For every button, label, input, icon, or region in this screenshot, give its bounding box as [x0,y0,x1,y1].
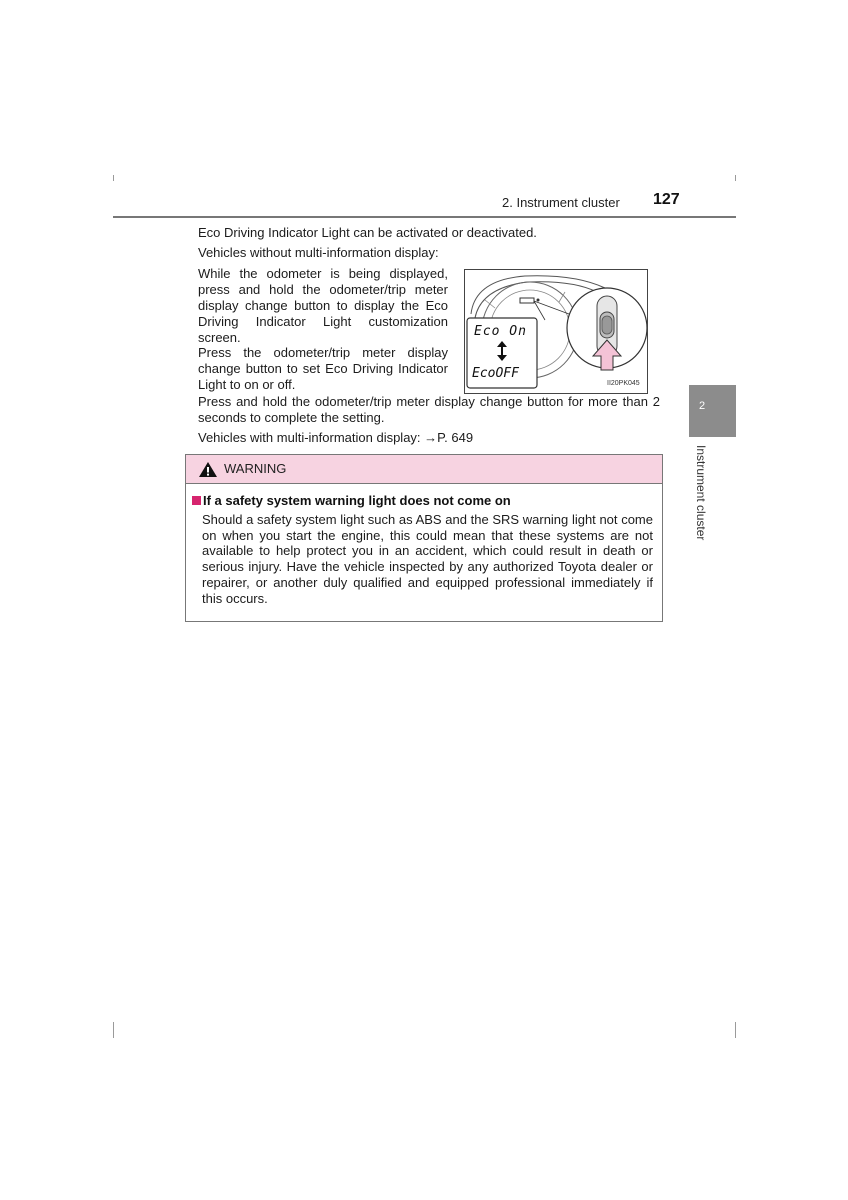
instrument-cluster-figure [464,269,648,394]
warning-bullet-icon [192,496,201,505]
page-number: 127 [653,191,680,208]
display-text-eco-on: Eco On [474,324,527,339]
chapter-number: 2 [699,400,706,412]
display-text-eco-off: EcoOFF [472,366,519,381]
intro-text: Eco Driving Indicator Light can be activated or deactivated. [198,225,537,240]
crop-mark-bottom-right [735,1022,736,1038]
warning-subtitle: If a safety system warning light does not come on [203,493,511,508]
step-2-text: Press the odometer/trip meter display change button to set Eco Driving Indicator Light to on or off. [198,345,448,392]
figure-id: II20PK045 [607,380,640,387]
warning-text: Should a safety system light such as ABS and the SRS warning light not come on when you start the engine, this could mean that these systems are not available to help protect you in an accident, which could result in death or serious injury. Have the vehicle inspected by any authorized Toyota dealer or repairer, or another duly qualified and equipped professional immediately if this occurs. [202,512,653,606]
with-display-line [198,430,473,446]
step-1-text: While the odometer is being displayed, press and hold the odometer/trip meter display change button to display the Eco Driving Indicator Light customization screen. [198,266,448,345]
chapter-tab [689,385,736,437]
header-rule [113,216,736,218]
step-3-text: Press and hold the odometer/trip meter display change button for more than 2 seconds to complete the setting. [198,394,660,425]
with-display-text: Vehicles with multi-information display: [198,430,425,445]
page-reference-link[interactable]: →P. 649 [424,430,474,445]
warning-box [185,454,663,622]
crop-mark-top-right [735,175,736,181]
chapter-label: Instrument cluster [694,445,708,541]
subhead-without-display: Vehicles without multi-information display: [198,245,439,260]
warning-triangle-icon [198,461,218,478]
crop-mark-bottom-left [113,1022,114,1038]
section-title: 2. Instrument cluster [502,195,620,210]
cluster-display-icon [520,298,534,303]
crop-mark-top-left [113,175,114,181]
warning-title: WARNING [224,461,287,476]
